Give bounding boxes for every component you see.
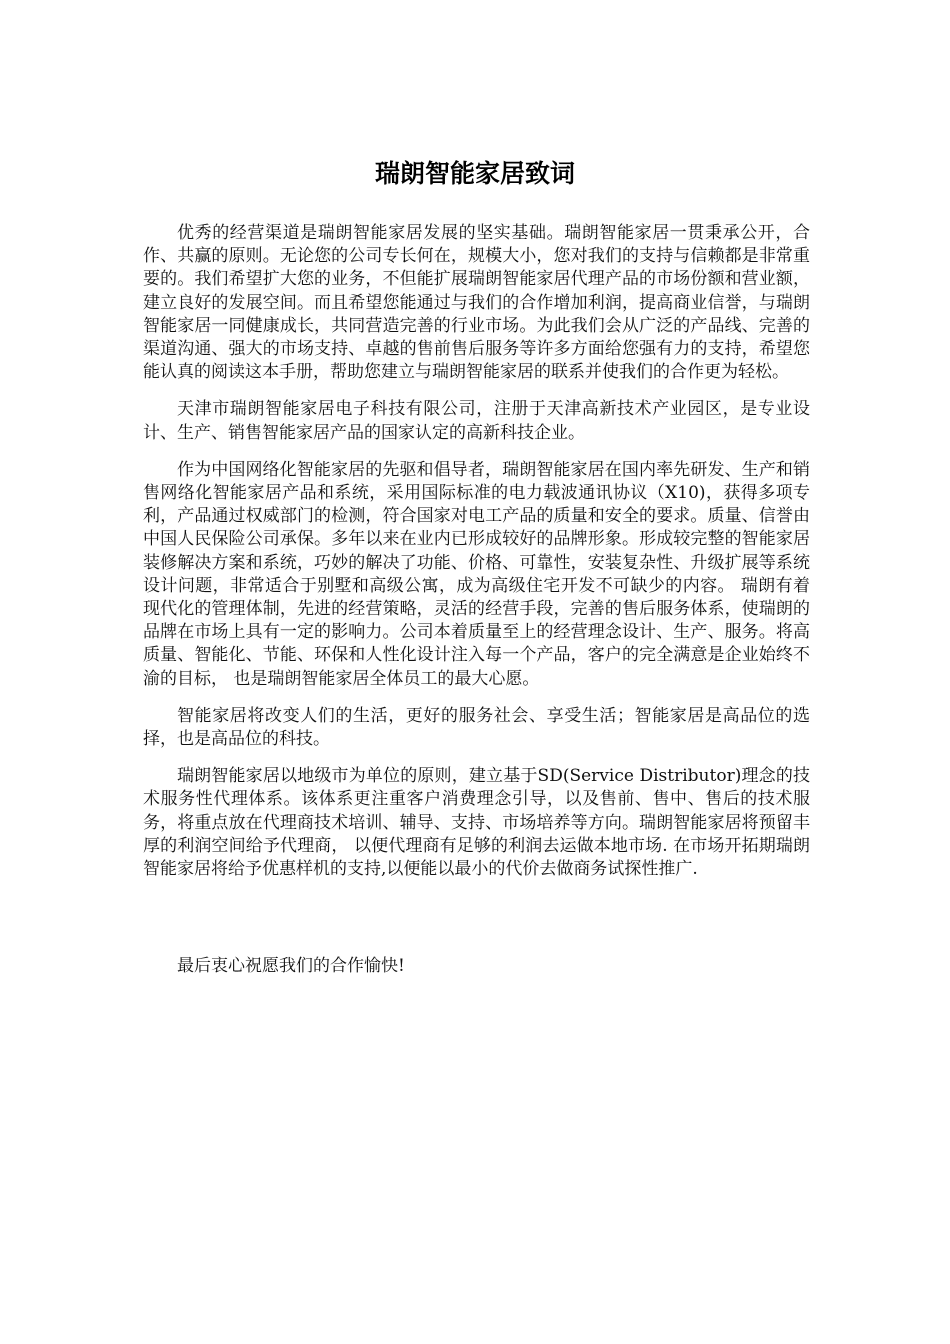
closing-wish: 最后衷心祝愿我们的合作愉快!	[177, 956, 405, 977]
paragraph-pioneer: 作为中国网络化智能家居的先驱和倡导者，瑞朗智能家居在国内率先研发、生产和销售网络化智能家居产品和系统，采用国际标准的电力载波通讯协议（X10)，获得多项专利，产品通过权威部门的检测，符合国家对电工产品的质量和安全的要求。质量、信誉由中国人民保险公司承保。多年以来在业内已形成较好的品牌形象。形成较完整的智能家居装修解决方案和系统，巧妙的解决了功能、价格、可靠性，安装复杂性、升级扩展等系统设计问题，非常适合于别墅和高级公寓，成为高级住宅开发不可缺少的内容。 瑞朗有着现代化的管理体制，先进的经营策略，灵活的经营手段，完善的售后服务体系，使瑞朗的品牌在市场上具有一定的影响力。公司本着质量至上的经营理念设计、生产、服务。将高质量、智能化、节能、环保和人性化设计注入每一个产品，客户的完全满意是企业始终不渝的目标， 也是瑞朗智能家居全体员工的最大心愿。	[143, 459, 810, 689]
paragraph-vision: 智能家居将改变人们的生活，更好的服务社会、享受生活；智能家居是高品位的选择，也是高品位的科技。	[143, 705, 810, 750]
paragraph-intro: 优秀的经营渠道是瑞朗智能家居发展的坚实基础。瑞朗智能家居一贯秉承公开，合作、共赢的原则。无论您的公司专长何在，规模大小，您对我们的支持与信赖都是非常重要的。我们希望扩大您的业务，不但能扩展瑞朗智能家居代理产品的市场份额和营业额，建立良好的发展空间。而且希望您能通过与我们的合作增加利润，提高商业信誉，与瑞朗智能家居一同健康成长，共同营造完善的行业市场。为此我们会从广泛的产品线、完善的渠道沟通、强大的市场支持、卓越的售前售后服务等许多方面给您强有力的支持，希望您能认真的阅读这本手册，帮助您建立与瑞朗智能家居的联系并使我们的合作更为轻松。	[143, 223, 810, 383]
paragraph-company: 天津市瑞朗智能家居电子科技有限公司，注册于天津高新技术产业园区，是专业设计、生产、销售智能家居产品的国家认定的高新科技企业。	[143, 399, 810, 443]
document-body	[143, 222, 810, 992]
paragraph-agency: 瑞朗智能家居以地级市为单位的原则，建立基于SD(Service Distributor)理念的技术服务性代理体系。该体系更注重客户消费理念引导，以及售前、售中、售后的技术服务，将重点放在代理商技术培训、辅导、支持、市场培养等方向。瑞朗智能家居将预留丰厚的利润空间给予代理商， 以便代理商有足够的利润去运做本地市场. 在市场开拓期瑞朗智能家居将给予优惠样机的支持,以便能以最小的代价去做商务试探性推广.	[143, 766, 810, 880]
document-title: 瑞朗智能家居致词	[374, 159, 575, 188]
